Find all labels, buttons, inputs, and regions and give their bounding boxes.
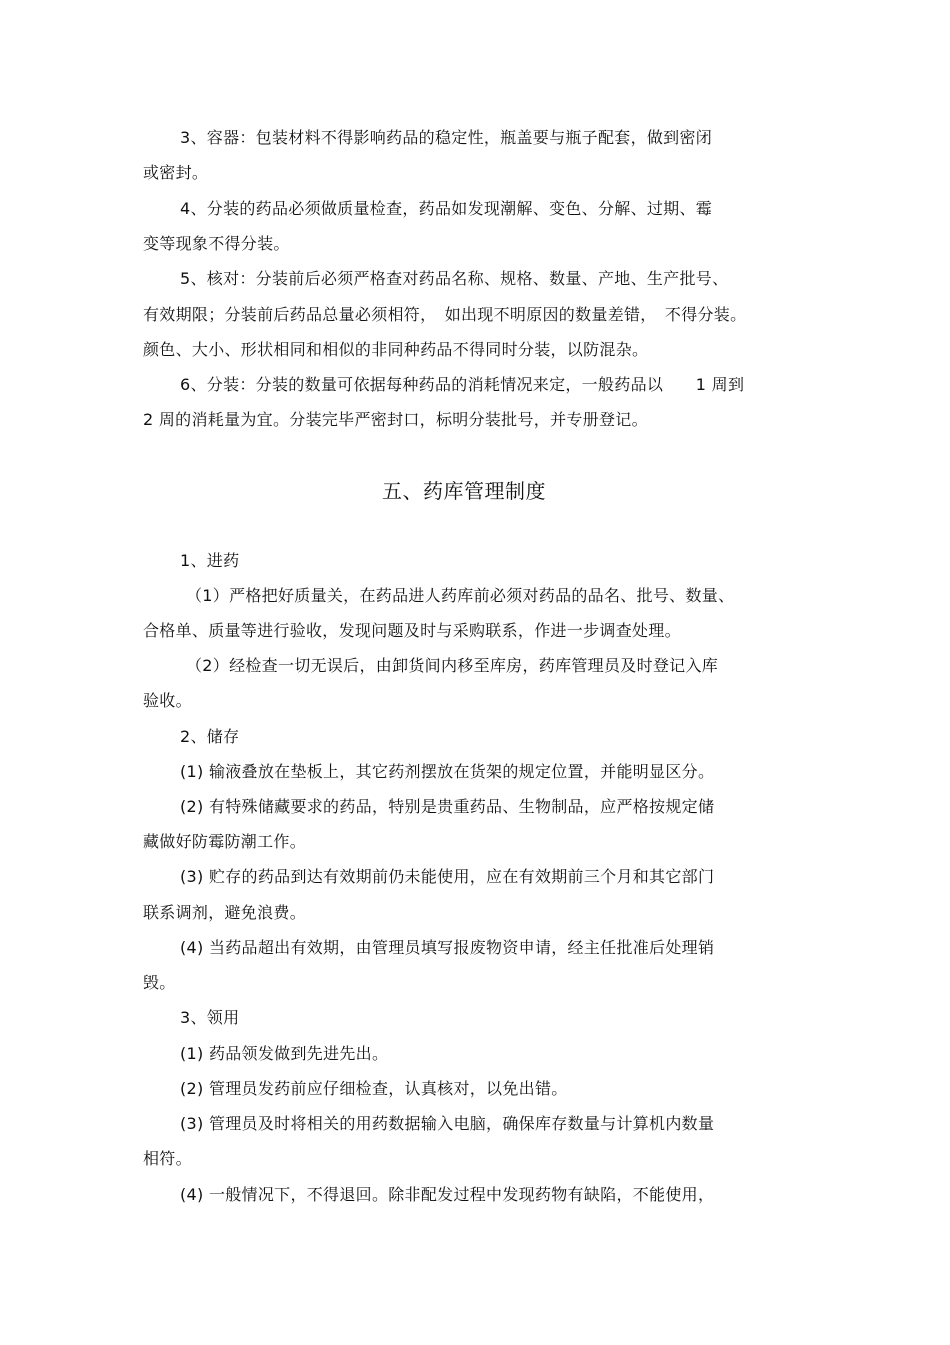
subheading: 2、储存 (180, 727, 240, 746)
paragraph-line: (2) 管理员发药前应仔细检查，认真核对，以免出错。 (180, 1079, 568, 1098)
paragraph-line: （1）严格把好质量关，在药品进人药库前必须对药品的品名、批号、数量、 (186, 586, 735, 605)
paragraph-line: 6、分装：分装的数量可依据每种药品的消耗情况来定，一般药品以 1 周到 (180, 375, 745, 394)
paragraph-line: (2) 有特殊储藏要求的药品，特别是贵重药品、生物制品，应严格按规定储 (180, 797, 715, 816)
paragraph-line: 2 周的消耗量为宜。分装完毕严密封口，标明分装批号，并专册登记。 (143, 410, 648, 429)
paragraph-line: 3、容器：包装材料不得影响药品的稳定性，瓶盖要与瓶子配套，做到密闭 (180, 128, 713, 147)
paragraph-line: (3) 管理员及时将相关的用药数据输入电脑，确保库存数量与计算机内数量 (180, 1114, 715, 1133)
paragraph-line: (1) 药品领发做到先进先出。 (180, 1044, 389, 1063)
paragraph-line: 藏做好防霉防潮工作。 (143, 832, 307, 851)
paragraph-line: 或密封。 (143, 163, 209, 182)
paragraph-line: (4) 一般情况下，不得退回。除非配发过程中发现药物有缺陷，不能使用， (180, 1185, 715, 1204)
subheading: 3、领用 (180, 1008, 240, 1027)
paragraph-line: 5、核对：分装前后必须严格查对药品名称、规格、数量、产地、生产批号、 (180, 269, 729, 288)
paragraph-line: 有效期限；分装前后药品总量必须相符， 如出现不明原因的数量差错， 不得分装。 (143, 305, 747, 324)
paragraph-line: 毁。 (143, 973, 176, 992)
paragraph-line: 颜色、大小、形状相同和相似的非同种药品不得同时分装，以防混杂。 (143, 340, 649, 359)
subheading: 1、进药 (180, 551, 240, 570)
paragraph-line: 相符。 (143, 1149, 192, 1168)
paragraph-line: （2）经检查一切无误后，由卸货间内移至库房，药库管理员及时登记入库 (186, 656, 719, 675)
paragraph-line: 联系调剂，避免浪费。 (143, 903, 307, 922)
paragraph-line: (4) 当药品超出有效期，由管理员填写报废物资申请，经主任批准后处理销 (180, 938, 715, 957)
paragraph-line: (1) 输液叠放在垫板上，其它药剂摆放在货架的规定位置，并能明显区分。 (180, 762, 715, 781)
paragraph-line: 验收。 (143, 691, 192, 710)
paragraph-line: 合格单、质量等进行验收，发现问题及时与采购联系，作进一步调查处理。 (143, 621, 681, 640)
paragraph-line: 4、分装的药品必须做质量检查，药品如发现潮解、变色、分解、过期、霉 (180, 199, 713, 218)
paragraph-line: (3) 贮存的药品到达有效期前仍未能使用，应在有效期前三个月和其它部门 (180, 867, 715, 886)
paragraph-line: 变等现象不得分装。 (143, 234, 290, 253)
section-heading: 五、药库管理制度 (382, 479, 546, 503)
